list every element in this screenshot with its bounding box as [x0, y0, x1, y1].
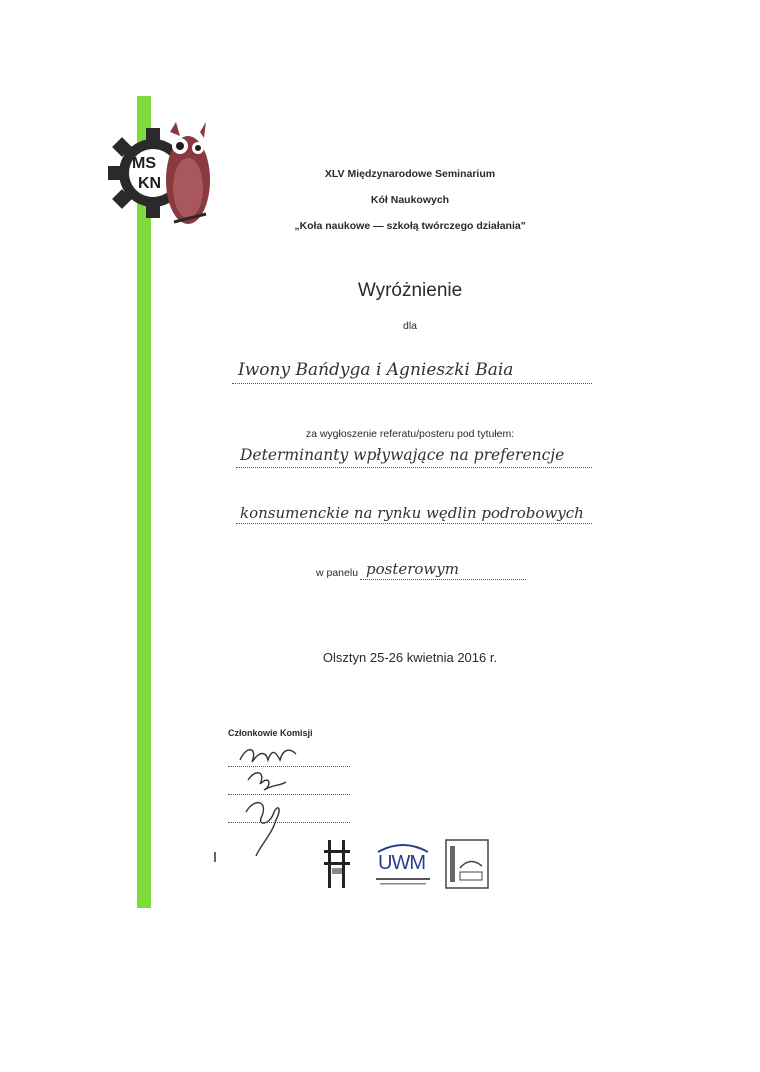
- panel-label: w panelu: [316, 567, 359, 579]
- recipients-handwritten: Iwony Bańdyga i Agnieszki Baia: [238, 360, 514, 380]
- uwm-logo: [372, 840, 434, 888]
- seminar-title-line1: XLV Międzynarodowe Seminarium: [324, 168, 496, 180]
- svg-text:KN: KN: [138, 175, 162, 192]
- recipients-line: [232, 383, 592, 384]
- signature-line-1: [228, 766, 350, 767]
- place-date: Olsztyn 25-26 kwietnia 2016 r.: [322, 650, 498, 665]
- for-label: dla: [402, 320, 417, 332]
- svg-text:MS: MS: [132, 155, 156, 172]
- award-title: Wyróżnienie: [357, 280, 463, 301]
- uwm-logo-text: UWM: [378, 852, 425, 874]
- hanging-emblem-logo: [322, 838, 352, 890]
- signature-line-2: [228, 794, 350, 795]
- submission-label: za wygłoszenie referatu/posteru pod tytułem:: [305, 428, 515, 440]
- committee-label: Członkowie Komisji: [228, 728, 313, 738]
- panel-value-handwritten: posterowym: [366, 560, 459, 578]
- paper-title-line2-rule: [236, 523, 592, 524]
- paper-title-line2-handwritten: konsumenckie na rynku wędlin podrobowych: [240, 504, 584, 522]
- seminar-motto: „Koła naukowe — szkołą twórczego działania": [294, 220, 526, 232]
- paper-title-line1-handwritten: Determinanty wpływające na preferencje: [240, 446, 565, 464]
- seminar-title-line2: Kół Naukowych: [370, 194, 450, 206]
- signature-line-3: [228, 822, 350, 823]
- panel-rule: [360, 579, 526, 580]
- paper-title-line1-rule: [236, 467, 592, 468]
- small-mark: [214, 852, 216, 862]
- stamp-logo: [444, 838, 490, 890]
